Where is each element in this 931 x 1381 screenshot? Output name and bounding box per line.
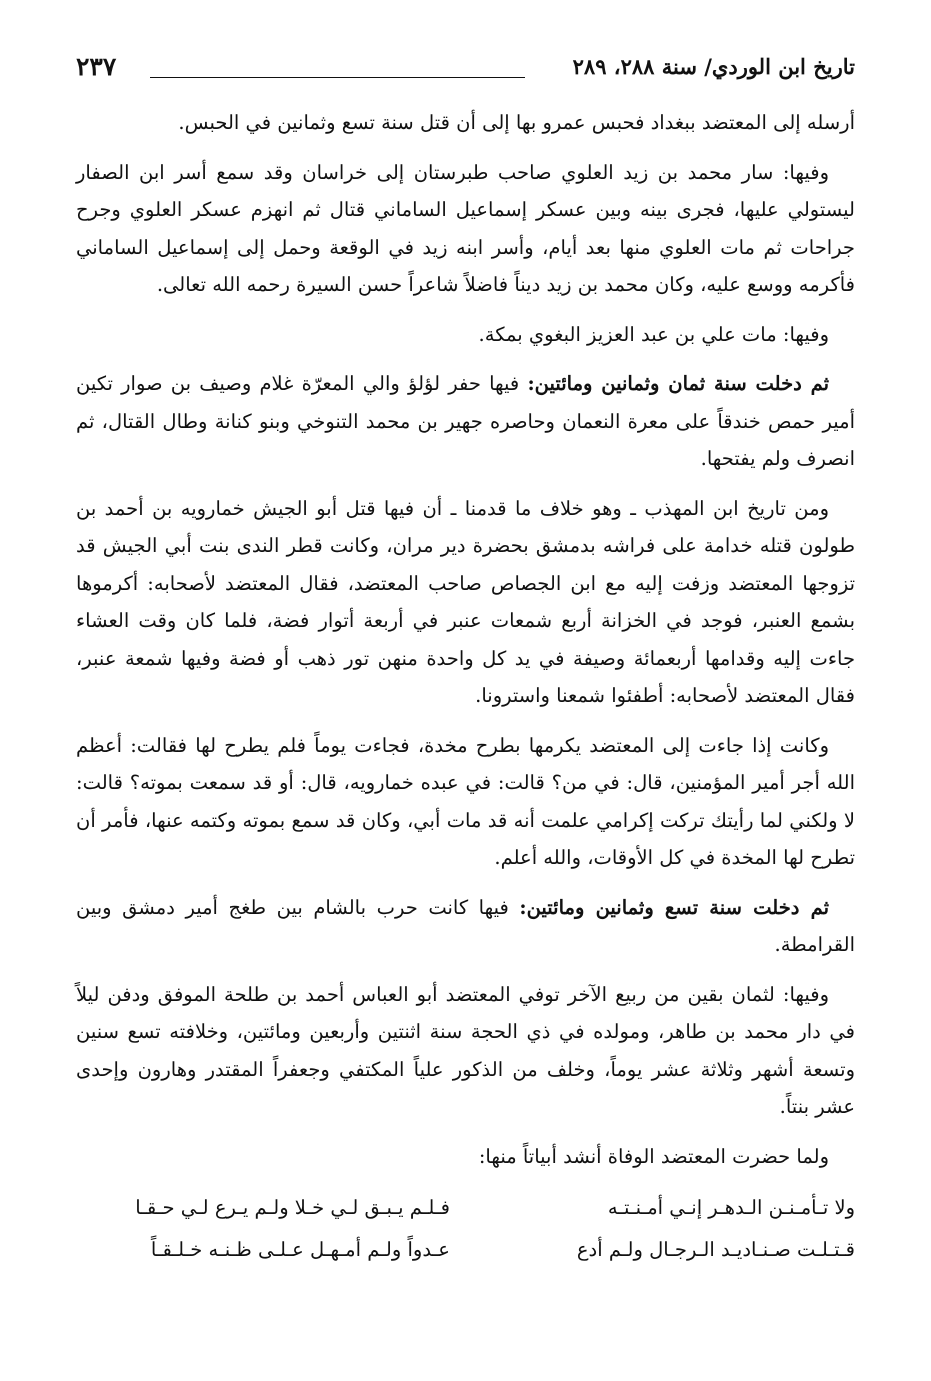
verse-first-hemistich: قـتـلـت صـنـاديـد الـرجـال ولـم أدع xyxy=(576,1238,855,1261)
paragraph: أرسله إلى المعتضد ببغداد فحبس عمرو بها إلى أن قتل سنة تسع وثمانين في الحبس. xyxy=(178,111,855,134)
page-header xyxy=(76,50,855,90)
paragraph: وفيها: سار محمد بن زيد العلوي صاحب طبرستان إلى خراسان وقد سمع أسر ابن الصفار ليستولي عليها، فجرى بينه وبين عسكر إسماعيل الساماني قتال ثم انهزم عسكر العلوي وجرح جراحات ثم مات العلوي منها بعد أيام، وأسر ابنه زيد في الوقعة وحمل إلى إسماعيل الساماني فأكرمه ووسع عليه، وكان محمد بن زيد ديناً فاضلاً شاعراً حسن السيرة رحمه الله تعالى. xyxy=(76,160,855,296)
year-heading: ثم دخلت سنة ثمان وثمانين ومائتين: xyxy=(527,372,829,395)
paragraph: ولما حضرت المعتضد الوفاة أنشد أبياتاً منها: xyxy=(478,1144,829,1168)
page-body xyxy=(76,104,855,1271)
paragraph: ثم دخلت سنة ثمان وثمانين ومائتين: فيها حفر لؤلؤ والي المعرّة غلام وصيف بن صوار تكين أمير حمص خندقاً على معرة النعمان وحاصره جهير بن محمد التنوخي وبنو كنانة وطال القتال، ثم انصرف ولم يفتحها. xyxy=(76,372,855,470)
header-rule xyxy=(150,77,525,78)
paragraph: ومن تاريخ ابن المهذب ـ وهو خلاف ما قدمنا ـ أن فيها قتل أبو الجيش خمارويه بن أحمد بن طولون قتله خدامة على فراشه بدمشق بحضرة دير مران، وكانت قطر الندى بنت أبي الجيش قد تزوجها المعتضد وزفت إليه مع ابن الجصاص صاحب المعتضد، فقال المعتضد لأصحابه: أكرموها بشمع العنبر، فوجد في الخزانة أربع شمعات عنبر في أربعة أتوار فضة، فلما كان وقت العشاء جاءت إليه وقدامها أربعمائة وصيفة في يد كل واحدة منهن تور ذهب أو فضة وفيها شمعة عنبر، فقال المعتضد لأصحابه: أطفئوا شمعنا واسترونا. xyxy=(76,496,855,707)
year-heading: ثم دخلت سنة تسع وثمانين ومائتين: xyxy=(519,895,829,919)
paragraph: وفيها: لثمان بقين من ربيع الآخر توفي المعتضد أبو العباس أحمد بن طلحة الموفق ودفن ليلاً في دار محمد بن طاهر، ومولده في ذي الحجة سنة اثنتين وأربعين ومائتين، وخلافته تسع سنين وتسعة أشهر وثلاثة عشر يوماً، وخلف من الذكور علياً المكتفي وجعفراً المقتدر وهارون وإحدى عشر بنتاً. xyxy=(76,982,855,1118)
verse-second-hemistich: عـدواً ولـم أمـهـل عـلـى ظـنـه خـلـقـاً xyxy=(150,1238,450,1261)
verse-first-hemistich: ولا تـأمـنـن الـدهـر إنـي أمـنـتـه xyxy=(607,1196,855,1219)
paragraph: وكانت إذا جاءت إلى المعتضد يكرمها بطرح مخدة، فجاءت يوماً فلم يطرح لها فقالت: أعظم الله أجر أمير المؤمنين، قال: في من؟ قالت: في عبده خمارويه، قال: أو قد سمعت بموته؟ قالت: لا ولكني لما رأيتك تركت إكرامي علمت أنه قد مات أبي، وكان قد سمع بموته وكتمه عنها، فأمر أن تطرح لها المخدة في كل الأوقات، والله أعلم. xyxy=(76,733,855,869)
verse-second-hemistich: فـلـم يـبـق لـي خـلا ولـم يـرع لـي حـقـا xyxy=(135,1196,450,1219)
page-number: ٢٣٧ xyxy=(76,52,117,81)
running-title: تاريخ ابن الوردي/ سنة ٢٨٨، ٢٨٩ xyxy=(572,54,855,79)
poem-verse xyxy=(76,1187,855,1229)
paragraph: وفيها: مات علي بن عبد العزيز البغوي بمكة. xyxy=(478,322,829,346)
poem-verse xyxy=(76,1229,855,1271)
paragraph: ثم دخلت سنة تسع وثمانين ومائتين: فيها كانت حرب بالشام بين طغج أمير دمشق وبين القرامطة. xyxy=(76,895,855,956)
